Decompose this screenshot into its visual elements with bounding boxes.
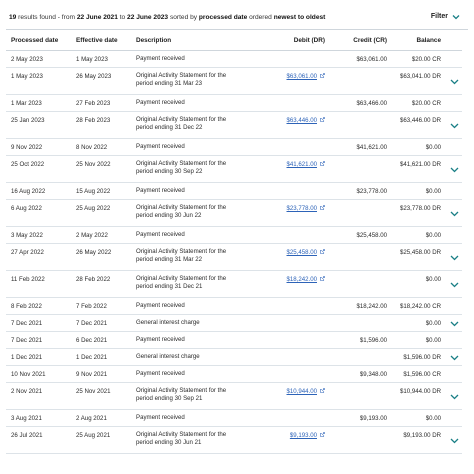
table-body: [6, 51, 462, 454]
external-link-icon[interactable]: [320, 432, 325, 437]
table-row: [6, 298, 462, 315]
chevron-down-icon[interactable]: [450, 79, 459, 85]
cell-debit: [242, 95, 330, 112]
cell-balance: $0.00: [392, 139, 446, 156]
table-row[interactable]: [6, 271, 462, 298]
cell-effective-date: 6 Dec 2021: [71, 332, 131, 349]
cell-processed-date: 8 Feb 2022: [6, 298, 71, 315]
table-row[interactable]: [6, 244, 462, 271]
cell-description: Original Activity Statement for the period ending 30 Sep 22: [131, 156, 242, 183]
cell-credit: [330, 271, 392, 298]
external-link-icon[interactable]: [320, 388, 325, 393]
chevron-down-icon[interactable]: [450, 355, 459, 361]
cell-effective-date: 25 Nov 2022: [71, 156, 131, 183]
table-row: [6, 410, 462, 427]
cell-balance: $63,446.00 DR: [392, 112, 446, 139]
cell-debit: [242, 227, 330, 244]
cell-expand: [446, 200, 462, 227]
chevron-down-icon[interactable]: [450, 438, 459, 444]
cell-processed-date: 7 Dec 2021: [6, 332, 71, 349]
cell-description: Payment received: [131, 139, 242, 156]
cell-balance: $63,041.00 DR: [392, 68, 446, 95]
summary-text-4: ordered: [247, 14, 274, 21]
cell-effective-date: 26 May 2022: [71, 244, 131, 271]
cell-balance: $20.00 CR: [392, 51, 446, 68]
cell-effective-date: 28 Feb 2022: [71, 271, 131, 298]
cell-credit: $23,778.00: [330, 183, 392, 200]
table-row[interactable]: [6, 349, 462, 366]
cell-expand: [446, 112, 462, 139]
cell-processed-date: 1 Mar 2023: [6, 95, 71, 112]
cell-effective-date: 7 Dec 2021: [71, 315, 131, 332]
cell-expand: [446, 95, 462, 112]
table-row[interactable]: [6, 68, 462, 95]
cell-credit: [330, 383, 392, 410]
results-summary: [9, 14, 409, 21]
external-link-icon[interactable]: [320, 161, 325, 166]
summary-sort-field: processed date: [198, 14, 248, 21]
cell-processed-date: 7 Dec 2021: [6, 315, 71, 332]
col-header-processed-date: Processed date: [6, 31, 71, 51]
cell-credit: [330, 112, 392, 139]
cell-processed-date: 1 Dec 2021: [6, 349, 71, 366]
cell-debit: [242, 139, 330, 156]
external-link-icon[interactable]: [320, 205, 325, 210]
cell-description: Original Activity Statement for the period ending 31 Mar 23: [131, 68, 242, 95]
cell-credit: $63,061.00: [330, 51, 392, 68]
cell-expand: [446, 183, 462, 200]
divider: [6, 29, 468, 30]
debit-amount-link[interactable]: $63,061.00: [286, 73, 317, 80]
summary-text-1: results found - from: [16, 14, 77, 21]
col-header-balance: Balance: [392, 31, 446, 51]
cell-effective-date: 25 Aug 2021: [71, 427, 131, 454]
cell-description: Payment received: [131, 227, 242, 244]
cell-description: Payment received: [131, 332, 242, 349]
cell-expand: [446, 68, 462, 95]
cell-debit: [242, 271, 330, 298]
cell-credit: $41,621.00: [330, 139, 392, 156]
cell-balance: $0.00: [392, 227, 446, 244]
chevron-down-icon[interactable]: [450, 167, 459, 173]
cell-effective-date: 25 Aug 2022: [71, 200, 131, 227]
cell-expand: [446, 315, 462, 332]
cell-description: General interest charge: [131, 315, 242, 332]
debit-amount-link[interactable]: $9,193.00: [289, 432, 317, 439]
col-header-expand: [446, 31, 462, 51]
cell-effective-date: 2 Aug 2021: [71, 410, 131, 427]
debit-amount-link[interactable]: $63,446.00: [286, 117, 317, 124]
table-row: [6, 183, 462, 200]
cell-expand: [446, 427, 462, 454]
cell-credit: $9,193.00: [330, 410, 392, 427]
cell-debit: [242, 156, 330, 183]
summary-order: newest to oldest: [273, 14, 326, 21]
cell-effective-date: 26 May 2023: [71, 68, 131, 95]
cell-balance: $0.00: [392, 183, 446, 200]
cell-processed-date: 3 Aug 2021: [6, 410, 71, 427]
chevron-down-icon[interactable]: [450, 321, 459, 327]
cell-description: Original Activity Statement for the period ending 31 Dec 22: [131, 112, 242, 139]
cell-debit: [242, 349, 330, 366]
cell-expand: [446, 139, 462, 156]
cell-description: Original Activity Statement for the period ending 30 Sep 21: [131, 383, 242, 410]
cell-processed-date: 10 Nov 2021: [6, 366, 71, 383]
cell-debit: [242, 315, 330, 332]
cell-effective-date: 15 Aug 2022: [71, 183, 131, 200]
cell-processed-date: 26 Jul 2021: [6, 427, 71, 454]
table-row[interactable]: [6, 156, 462, 183]
summary-to-date: 22 June 2023: [127, 14, 169, 21]
cell-processed-date: 2 Nov 2021: [6, 383, 71, 410]
debit-amount-link[interactable]: $18,242.00: [286, 276, 317, 283]
table-row: [6, 51, 462, 68]
col-header-debit: Debit (DR): [242, 31, 330, 51]
chevron-down-icon[interactable]: [450, 255, 459, 261]
chevron-down-icon[interactable]: [450, 394, 459, 400]
cell-description: Original Activity Statement for the period ending 30 Jun 21: [131, 427, 242, 454]
cell-debit: [242, 244, 330, 271]
cell-debit: [242, 183, 330, 200]
cell-effective-date: 2 May 2022: [71, 227, 131, 244]
cell-processed-date: 16 Aug 2022: [6, 183, 71, 200]
cell-description: General interest charge: [131, 349, 242, 366]
filter-label: Filter: [430, 13, 448, 20]
chevron-down-icon: [452, 14, 460, 20]
cell-effective-date: 7 Feb 2022: [71, 298, 131, 315]
external-link-icon[interactable]: [320, 117, 325, 122]
cell-processed-date: 6 Aug 2022: [6, 200, 71, 227]
cell-description: Payment received: [131, 51, 242, 68]
table-row[interactable]: [6, 112, 462, 139]
cell-debit: [242, 112, 330, 139]
results-count: 19: [9, 14, 17, 21]
filter-button[interactable]: [431, 13, 460, 20]
cell-credit: $18,242.00: [330, 298, 392, 315]
cell-processed-date: 27 Apr 2022: [6, 244, 71, 271]
cell-expand: [446, 410, 462, 427]
cell-debit: [242, 200, 330, 227]
col-header-credit: Credit (CR): [330, 31, 392, 51]
chevron-down-icon[interactable]: [450, 282, 459, 288]
cell-effective-date: 28 Feb 2023: [71, 112, 131, 139]
cell-effective-date: 1 May 2023: [71, 51, 131, 68]
cell-debit: [242, 410, 330, 427]
cell-expand: [446, 383, 462, 410]
cell-description: Original Activity Statement for the period ending 30 Jun 22: [131, 200, 242, 227]
cell-description: Payment received: [131, 298, 242, 315]
cell-expand: [446, 271, 462, 298]
cell-debit: [242, 332, 330, 349]
cell-credit: [330, 156, 392, 183]
table-row[interactable]: [6, 200, 462, 227]
cell-balance: $1,596.00 DR: [392, 349, 446, 366]
cell-processed-date: 11 Feb 2022: [6, 271, 71, 298]
cell-effective-date: 25 Nov 2021: [71, 383, 131, 410]
cell-debit: [242, 383, 330, 410]
cell-credit: $63,466.00: [330, 95, 392, 112]
cell-balance: $41,621.00 DR: [392, 156, 446, 183]
cell-description: Payment received: [131, 183, 242, 200]
cell-balance: $0.00: [392, 410, 446, 427]
table-row[interactable]: [6, 383, 462, 410]
table-row: [6, 139, 462, 156]
cell-balance: $0.00: [392, 332, 446, 349]
cell-balance: $10,944.00 DR: [392, 383, 446, 410]
cell-credit: $1,596.00: [330, 332, 392, 349]
debit-amount-link[interactable]: $25,458.00: [286, 249, 317, 256]
cell-balance: $9,193.00 DR: [392, 427, 446, 454]
cell-effective-date: 27 Feb 2023: [71, 95, 131, 112]
cell-balance: $20.00 CR: [392, 95, 446, 112]
cell-credit: [330, 349, 392, 366]
cell-balance: $0.00: [392, 315, 446, 332]
table-row[interactable]: [6, 427, 462, 454]
summary-text-3: sorted by: [168, 14, 199, 21]
cell-credit: $9,348.00: [330, 366, 392, 383]
debit-amount-link[interactable]: $41,621.00: [286, 161, 317, 168]
cell-expand: [446, 51, 462, 68]
debit-amount-link[interactable]: $23,778.00: [286, 205, 317, 212]
cell-processed-date: 3 May 2022: [6, 227, 71, 244]
external-link-icon[interactable]: [320, 249, 325, 254]
external-link-icon[interactable]: [320, 276, 325, 281]
cell-balance: $0.00: [392, 271, 446, 298]
cell-effective-date: 1 Dec 2021: [71, 349, 131, 366]
summary-text-2: to: [117, 14, 128, 21]
cell-expand: [446, 332, 462, 349]
cell-description: Original Activity Statement for the period ending 31 Mar 22: [131, 244, 242, 271]
cell-credit: [330, 427, 392, 454]
cell-debit: [242, 366, 330, 383]
cell-processed-date: 9 Nov 2022: [6, 139, 71, 156]
cell-credit: $25,458.00: [330, 227, 392, 244]
debit-amount-link[interactable]: $10,944.00: [286, 388, 317, 395]
table-row: [6, 332, 462, 349]
table-row[interactable]: [6, 315, 462, 332]
cell-expand: [446, 366, 462, 383]
cell-credit: [330, 315, 392, 332]
cell-balance: $23,778.00 DR: [392, 200, 446, 227]
cell-balance: $25,458.00 DR: [392, 244, 446, 271]
cell-debit: [242, 68, 330, 95]
col-header-effective-date: Effective date: [71, 31, 131, 51]
table-row: [6, 95, 462, 112]
col-header-description: Description: [131, 31, 242, 51]
cell-balance: $1,596.00 CR: [392, 366, 446, 383]
cell-expand: [446, 298, 462, 315]
cell-processed-date: 1 May 2023: [6, 68, 71, 95]
cell-description: Original Activity Statement for the period ending 31 Dec 21: [131, 271, 242, 298]
cell-credit: [330, 200, 392, 227]
cell-description: Payment received: [131, 366, 242, 383]
cell-description: Payment received: [131, 410, 242, 427]
cell-credit: [330, 68, 392, 95]
cell-processed-date: 25 Jan 2023: [6, 112, 71, 139]
cell-processed-date: 2 May 2023: [6, 51, 71, 68]
cell-effective-date: 8 Nov 2022: [71, 139, 131, 156]
cell-credit: [330, 244, 392, 271]
cell-debit: [242, 298, 330, 315]
transactions-table: [6, 31, 462, 454]
chevron-down-icon[interactable]: [450, 123, 459, 129]
cell-balance: $18,242.00 CR: [392, 298, 446, 315]
cell-expand: [446, 244, 462, 271]
cell-debit: [242, 427, 330, 454]
summary-from-date: 22 June 2021: [76, 14, 118, 21]
chevron-down-icon[interactable]: [450, 211, 459, 217]
table-row: [6, 366, 462, 383]
cell-description: Payment received: [131, 95, 242, 112]
table-row: [6, 227, 462, 244]
table-header-row: [6, 31, 462, 51]
cell-expand: [446, 349, 462, 366]
cell-expand: [446, 156, 462, 183]
cell-debit: [242, 51, 330, 68]
external-link-icon[interactable]: [320, 73, 325, 78]
cell-effective-date: 9 Nov 2021: [71, 366, 131, 383]
cell-processed-date: 25 Oct 2022: [6, 156, 71, 183]
cell-expand: [446, 227, 462, 244]
